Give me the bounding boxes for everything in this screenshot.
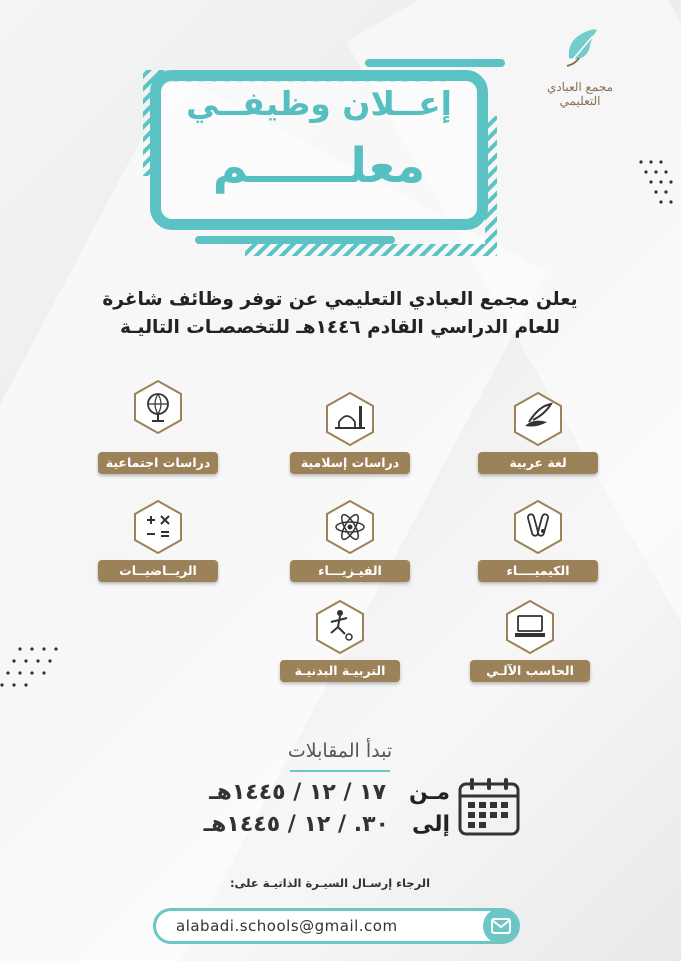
intro-text bbox=[80, 286, 600, 342]
envelope-icon bbox=[483, 908, 519, 944]
decorative-dots bbox=[637, 158, 673, 218]
interview-start-date bbox=[150, 780, 450, 805]
test-tubes-icon bbox=[513, 500, 563, 554]
football-player-icon bbox=[315, 600, 365, 654]
computer-icon bbox=[505, 600, 555, 654]
teacher-title: معلــــــم bbox=[212, 138, 426, 194]
subject-label: الفيـزيـــاء bbox=[290, 560, 410, 582]
school-logo bbox=[535, 28, 625, 110]
interviews-title: تبدأ المقابلات bbox=[287, 740, 393, 762]
subject-label: لغة عربية bbox=[478, 452, 598, 474]
email-box[interactable] bbox=[153, 908, 520, 944]
logo-leaf-icon bbox=[565, 28, 599, 68]
subject-label: دراسات إسلامية bbox=[290, 452, 410, 474]
from-label: مـن bbox=[409, 780, 450, 805]
cv-note: الرجاء إرسـال السيـرة الذاتيـة على: bbox=[229, 876, 431, 890]
logo-text: مجمع العبادي التعليمي bbox=[546, 80, 614, 108]
globe-icon bbox=[133, 380, 183, 434]
quill-book-icon bbox=[513, 392, 563, 446]
to-date: ٣٠. / ١٢ / ١٤٤٥هـ bbox=[203, 812, 389, 837]
intro-line-2: للعام الدراسي القادم ١٤٤٦هـ للتخصصـات التاليـة bbox=[120, 317, 560, 338]
subject-label: التربيـة البدنيـة bbox=[280, 660, 400, 682]
mosque-icon bbox=[325, 392, 375, 446]
email-address[interactable]: alabadi.schools@gmail.com bbox=[176, 917, 398, 935]
from-date: ١٧ / ١٢ / ١٤٤٥هـ bbox=[209, 780, 387, 805]
intro-line-1: يعلن مجمع العبادي التعليمي عن توفر وظائف شاغرة bbox=[102, 289, 578, 310]
subject-label: الحاسب الآلـي bbox=[470, 660, 590, 682]
interview-end-date bbox=[150, 812, 450, 837]
subject-label: الريــاضيــات bbox=[98, 560, 218, 582]
atom-icon bbox=[325, 500, 375, 554]
math-symbols-icon bbox=[133, 500, 183, 554]
divider bbox=[290, 770, 390, 772]
to-label: إلى bbox=[411, 812, 450, 837]
calendar-icon bbox=[456, 776, 522, 838]
subject-label: دراسات اجتماعية bbox=[98, 452, 218, 474]
subject-label: الكيميــــاء bbox=[478, 560, 598, 582]
decorative-dots bbox=[0, 645, 68, 697]
announcement-title: إعــلان وظيفــي bbox=[186, 84, 452, 123]
